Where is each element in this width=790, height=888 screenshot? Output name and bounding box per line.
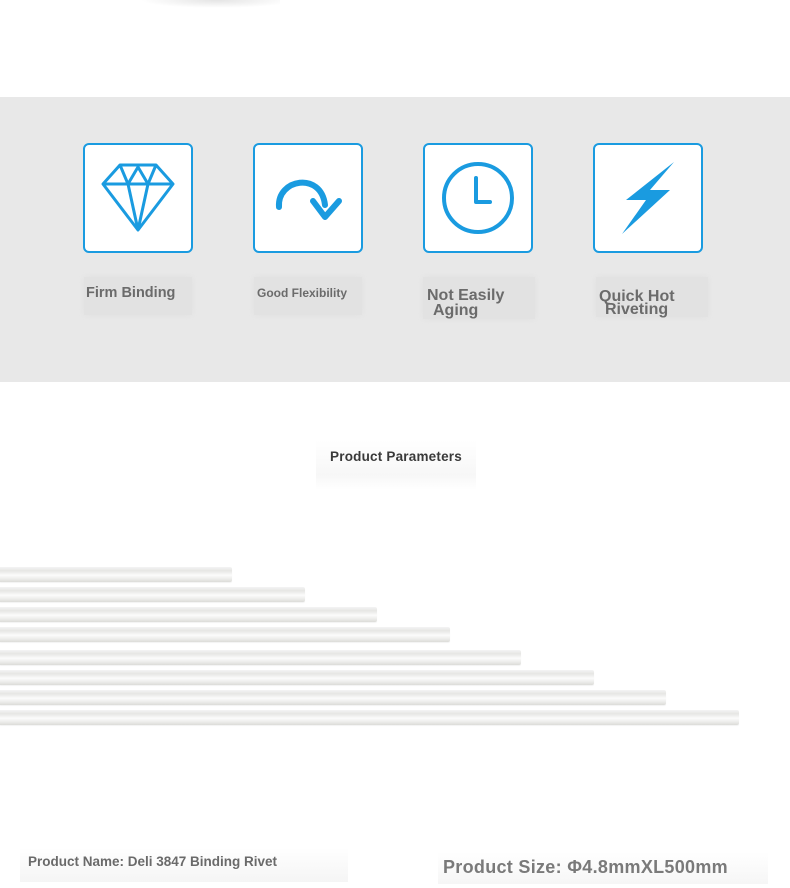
product-name [20, 848, 348, 882]
rivet-rod [0, 690, 666, 705]
feature-band [0, 97, 790, 382]
curved-arrow-icon [271, 167, 345, 229]
lightning-icon [618, 160, 678, 236]
rivet-rod [0, 567, 232, 582]
product-name-text: Product Name: Deli 3847 Binding Rivet [28, 854, 278, 869]
feature-good-flexibility [253, 143, 363, 253]
rivet-rod [0, 670, 594, 685]
feature-label-good-flexibility: Good Flexibility [254, 277, 362, 315]
feature-not-easily-aging [423, 143, 533, 253]
rivet-rod [0, 710, 739, 725]
feature-icon-box [253, 143, 363, 253]
rivet-rod [0, 650, 521, 665]
product-size-text: Product Size: Φ4.8mmXL500mm [443, 857, 728, 877]
feature-icon-box [423, 143, 533, 253]
feature-label-quick-hot-riveting: Quick Hot Riveting [596, 277, 708, 317]
diamond-icon [100, 162, 176, 234]
section-title-text: Product Parameters [330, 449, 462, 464]
feature-label-firm-binding: Firm Binding [84, 277, 192, 315]
product-size [438, 852, 768, 884]
rivet-rod [0, 607, 377, 622]
feature-icon-box [593, 143, 703, 253]
feature-firm-binding [83, 143, 193, 253]
rivet-rod [0, 627, 450, 642]
feature-icon-box [83, 143, 193, 253]
section-title [316, 440, 476, 490]
clock-icon [440, 160, 516, 236]
rivet-rod [0, 587, 305, 602]
feature-label-not-easily-aging: Not Easily Aging [423, 277, 535, 319]
feature-quick-hot-riveting [593, 143, 703, 253]
product-image-remnant [140, 0, 280, 8]
